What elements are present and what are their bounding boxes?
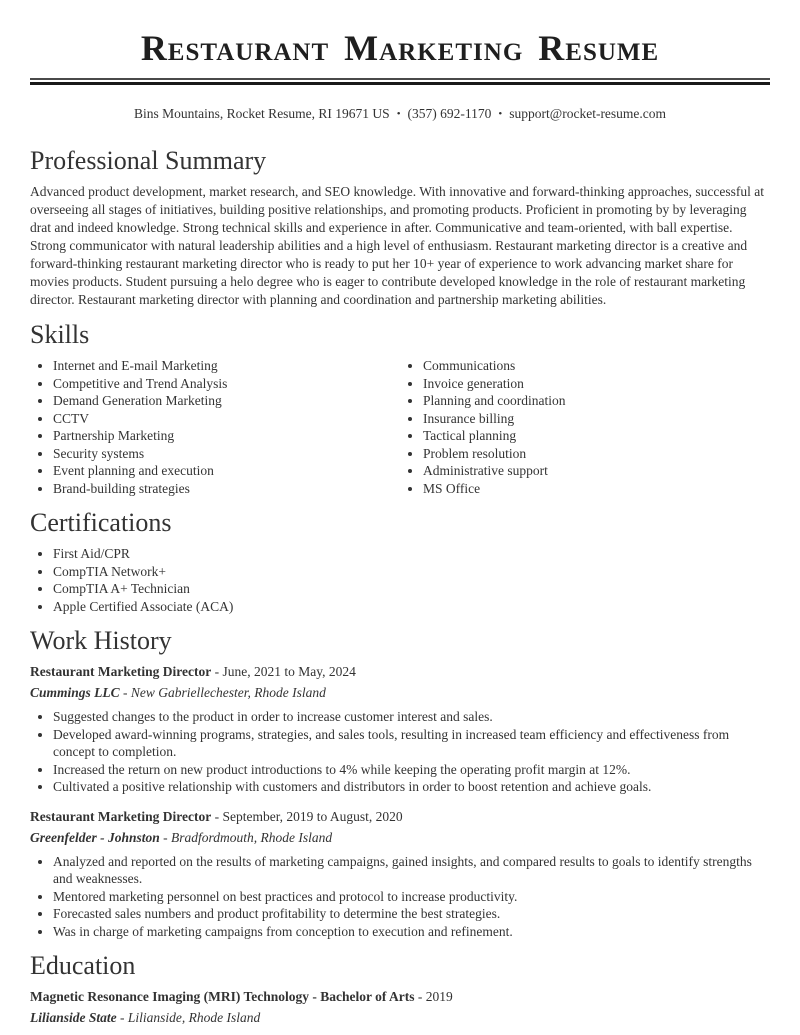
heading-work-history: Work History	[30, 626, 172, 655]
job-company-line	[30, 684, 770, 701]
list-item: • Tactical planning	[423, 427, 770, 445]
job-company: Greenfelder - Johnston	[30, 829, 160, 845]
separator: -	[120, 1010, 125, 1025]
job-title: Restaurant Marketing Director	[30, 664, 212, 679]
contact-separator: •	[396, 108, 401, 120]
heading-skills: Skills	[30, 320, 90, 349]
skills-columns	[30, 357, 770, 497]
job-entry	[30, 808, 770, 941]
section-professional-summary	[30, 147, 770, 309]
education-school: Lilianside State	[30, 1010, 117, 1025]
contact-separator: •	[498, 108, 503, 120]
contact-email: support@rocket-resume.com	[509, 106, 667, 121]
job-company: Cummings LLC	[30, 685, 120, 700]
list-item: • Invoice generation	[423, 375, 770, 393]
list-item: • CCTV	[53, 410, 400, 428]
list-item: • Problem resolution	[423, 445, 770, 463]
header-divider	[30, 78, 770, 85]
contact-address: Bins Mountains, Rocket Resume, RI 19671 US	[133, 106, 390, 121]
resume-header	[30, 27, 770, 123]
job-title-line	[30, 663, 770, 680]
separator: -	[163, 829, 168, 845]
list-item: • First Aid/CPR	[53, 545, 770, 563]
section-work-history	[30, 627, 770, 940]
contact-line	[30, 105, 770, 123]
list-item: • Forecasted sales numbers and product profitability to determine the best strategies.	[53, 905, 770, 923]
job-entry	[30, 663, 770, 796]
list-item: • Communications	[423, 357, 770, 375]
list-item: • Cultivated a positive relationship with customers and distributors in order to boost retention and achieve goals.	[53, 778, 770, 796]
education-location: Lilianside, Rhode Island	[127, 1010, 261, 1025]
list-item: • Administrative support	[423, 462, 770, 480]
list-item: • Mentored marketing personnel on best practices and protocol to increase productivity.	[53, 888, 770, 906]
skills-list-right	[400, 357, 770, 497]
education-school-line	[30, 1009, 770, 1026]
job-title: Restaurant Marketing Director	[30, 808, 212, 824]
job-dates: September, 2019 to August, 2020	[222, 808, 403, 824]
list-item: • Planning and coordination	[423, 392, 770, 410]
list-item: • Was in charge of marketing campaigns from conception to execution and refinement.	[53, 923, 770, 941]
heading-professional-summary: Professional Summary	[30, 146, 267, 175]
certifications-list	[30, 545, 770, 615]
list-item: • Increased the return on new product introductions to 4% while keeping the operating profit margin at 12%.	[53, 761, 770, 779]
summary-text: Advanced product development, market research, and SEO knowledge. With innovative and forward-thinking approaches, successful at overseeing all stages of initiatives, building positive relationships, and promoting products. Proficient in promoting by by leveraging drat and indeed knowledge. Strong technical skills and experience in after. Communicative and team-oriented, with ball expertise. Strong communicator with natural leadership abilities and a high level of enthusiasm. Restaurant marketing director is a creative and forward-thinking restaurant marketing director who is ready to put her 10+ year of experience to work advancing market share for movies products. Student pursuing a helo degree who is eager to contribute developed knowledge in the role of restaurant marketing director. Restaurant marketing director with planning and coordination and partnership marketing abilities.	[30, 184, 764, 307]
section-certifications	[30, 509, 770, 615]
list-item: • CompTIA A+ Technician	[53, 580, 770, 598]
heading-certifications: Certifications	[30, 508, 172, 537]
job-bullet-list	[30, 708, 770, 796]
list-item: • MS Office	[423, 480, 770, 498]
list-item: • Security systems	[53, 445, 400, 463]
list-item: • Suggested changes to the product in order to increase customer interest and sales.	[53, 708, 770, 726]
list-item: • Competitive and Trend Analysis	[53, 375, 400, 393]
job-company-line	[30, 829, 770, 846]
job-location: New Gabriellechester, Rhode Island	[130, 685, 326, 700]
list-item: • Brand-building strategies	[53, 480, 400, 498]
section-education	[30, 952, 770, 1026]
page-title: Restaurant Marketing Resume	[140, 28, 660, 68]
education-degree-line	[30, 988, 770, 1005]
separator: -	[214, 808, 220, 824]
list-item: • Insurance billing	[423, 410, 770, 428]
education-year: 2019	[425, 989, 453, 1004]
section-skills	[30, 321, 770, 497]
separator: -	[214, 664, 220, 679]
job-dates: June, 2021 to May, 2024	[222, 664, 356, 679]
contact-phone: (357) 692-1170	[407, 106, 492, 121]
separator: -	[123, 685, 128, 700]
list-item: • Demand Generation Marketing	[53, 392, 400, 410]
education-degree: Magnetic Resonance Imaging (MRI) Technology - Bachelor of Arts	[30, 989, 415, 1004]
separator: -	[417, 989, 423, 1004]
list-item: • Partnership Marketing	[53, 427, 400, 445]
list-item: • Event planning and execution	[53, 462, 400, 480]
list-item: • CompTIA Network+	[53, 563, 770, 581]
list-item: • Internet and E-mail Marketing	[53, 357, 400, 375]
list-item: • Developed award-winning programs, strategies, and sales tools, resulting in increased team efficiency and effectiveness from concept to completion.	[53, 726, 770, 761]
job-bullet-list	[30, 853, 770, 941]
job-title-line	[30, 808, 770, 825]
skills-list-left	[30, 357, 400, 497]
list-item: • Apple Certified Associate (ACA)	[53, 598, 770, 616]
heading-education: Education	[30, 951, 136, 980]
job-location: Bradfordmouth, Rhode Island	[171, 829, 333, 845]
list-item: • Analyzed and reported on the results of marketing campaigns, gained insights, and compared results to goals to identify strengths and weaknesses.	[53, 853, 770, 888]
